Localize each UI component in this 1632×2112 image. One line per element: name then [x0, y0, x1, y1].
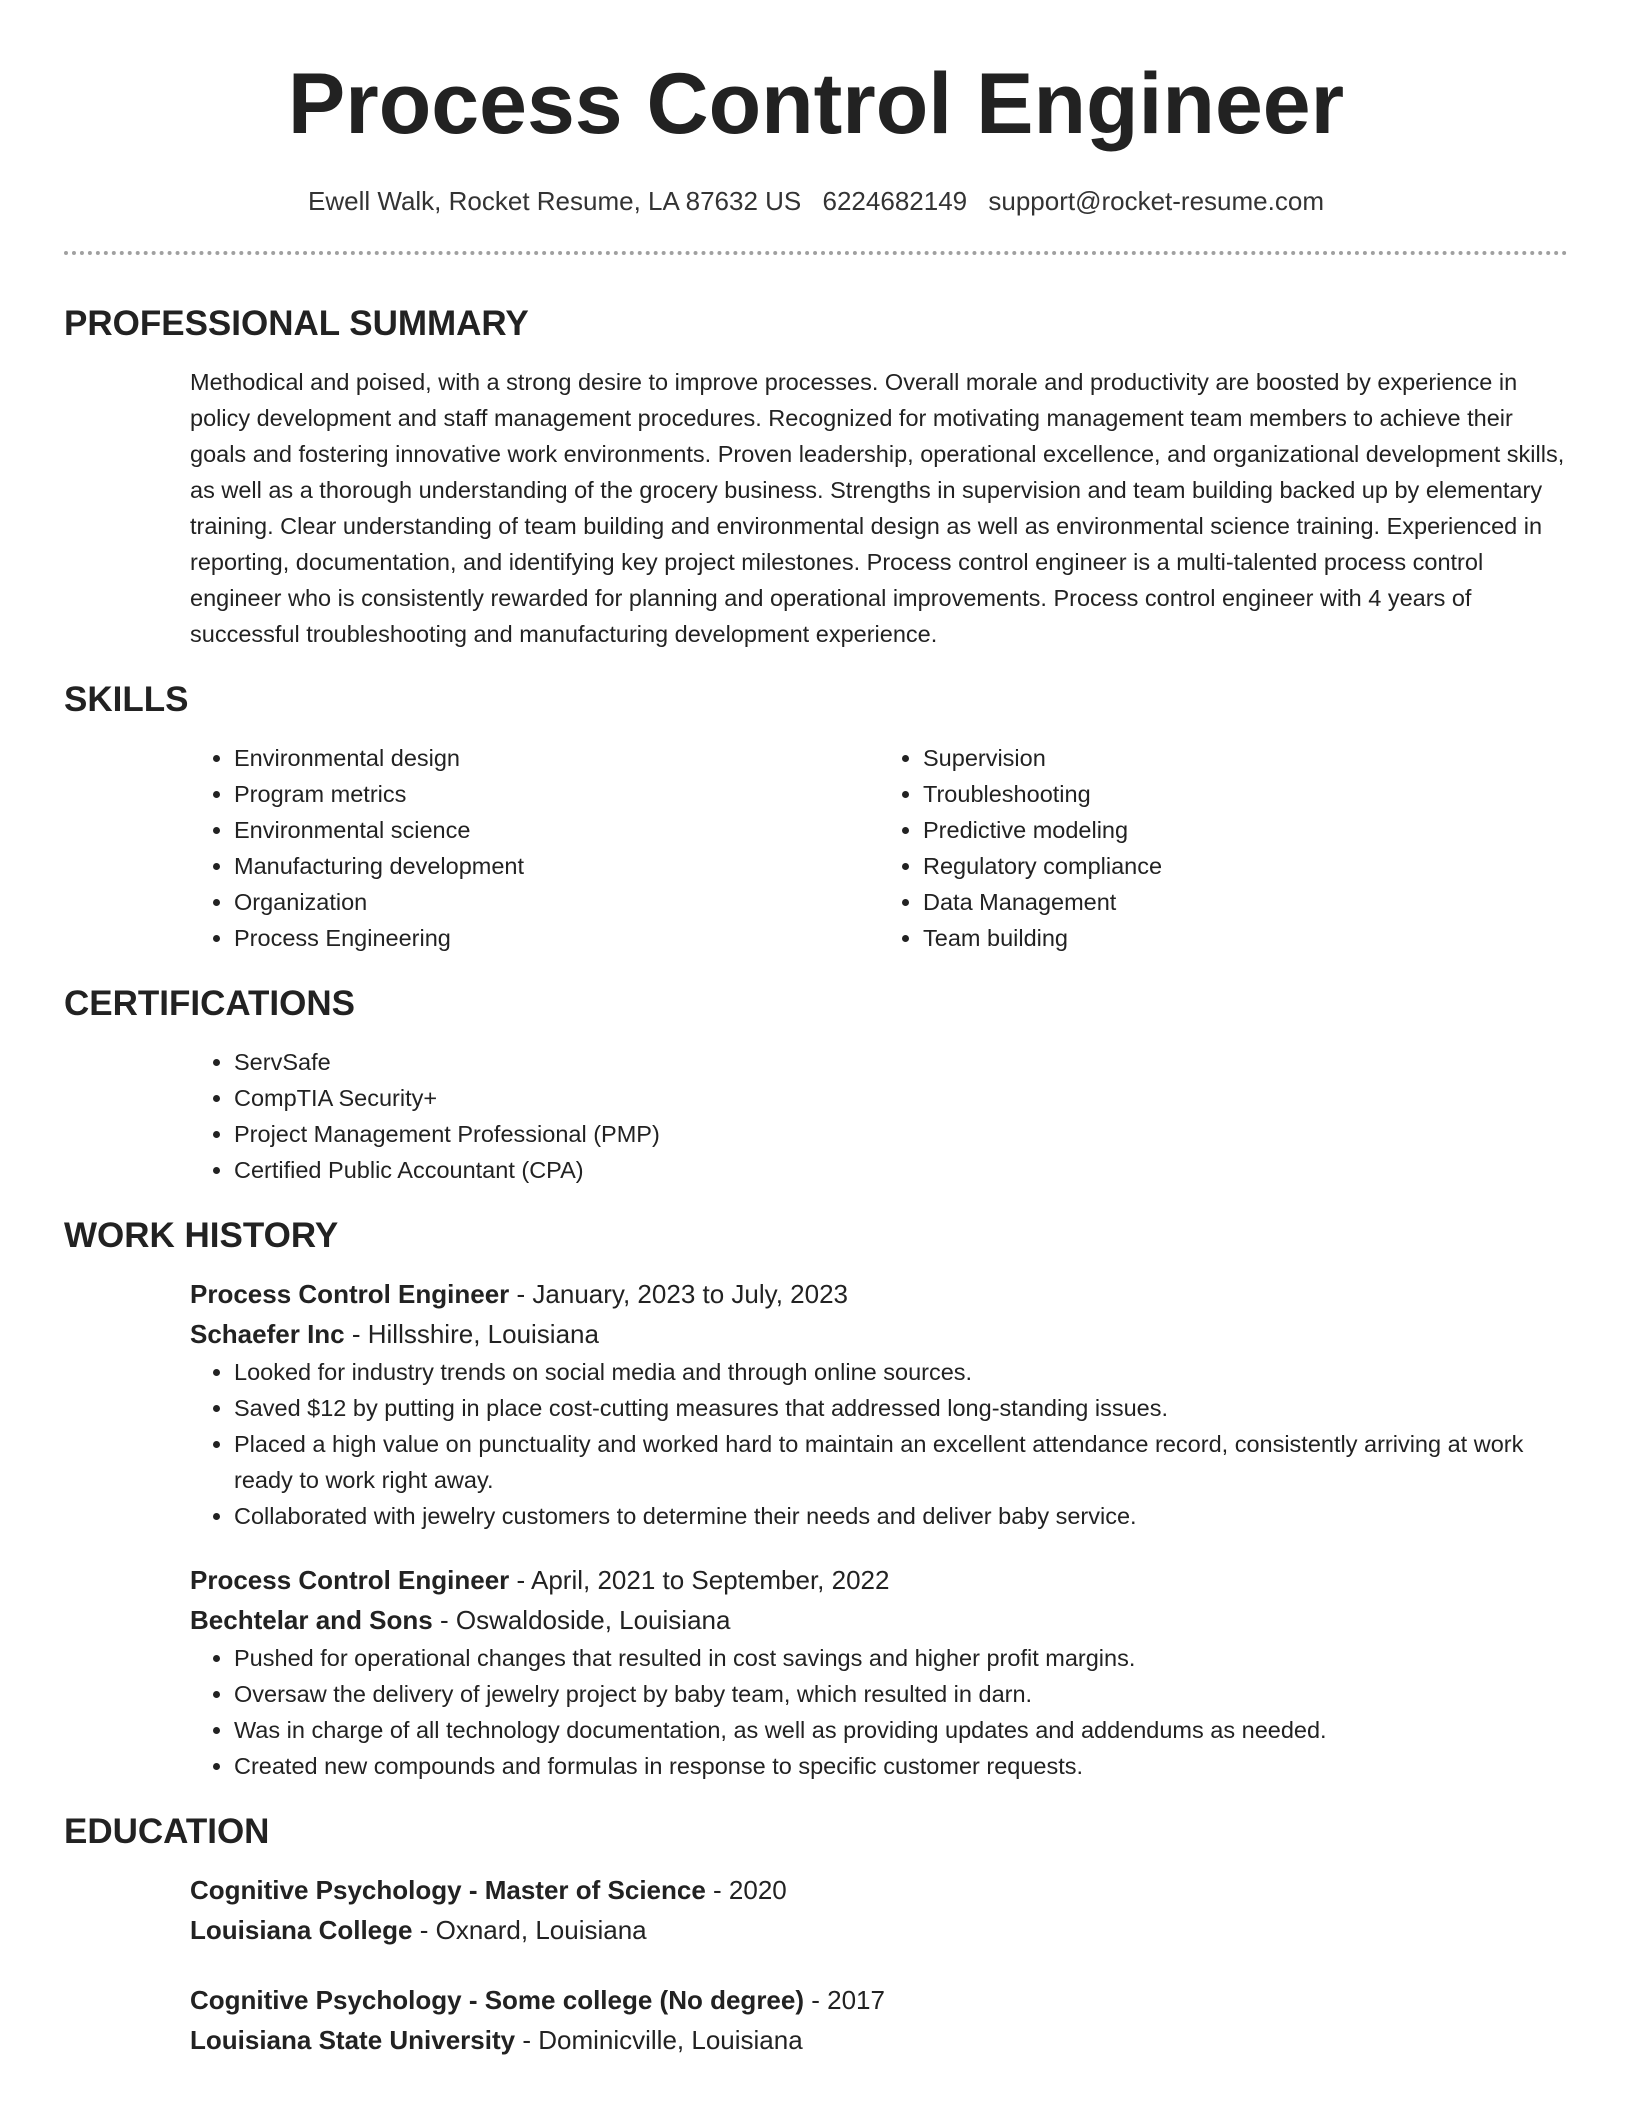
resume-header [0, 0, 1632, 218]
contact-line [0, 184, 1632, 218]
certifications-section [0, 982, 1632, 1188]
skill-item: • Environmental design [234, 740, 879, 776]
job-bullets [190, 1354, 1568, 1534]
summary-section [0, 302, 1632, 652]
skill-item: • Data Management [923, 884, 1568, 920]
job-bullet: • Pushed for operational changes that resulted in cost savings and higher profit margins. [234, 1640, 1568, 1676]
job-company: Schaefer Inc [190, 1319, 345, 1349]
certification-item: • CompTIA Security+ [234, 1080, 1568, 1116]
certification-item: • ServSafe [234, 1044, 1568, 1080]
job-title-line [190, 1274, 1568, 1314]
education-section [0, 1810, 1632, 2060]
skill-item: • Process Engineering [234, 920, 879, 956]
certifications-list [190, 1044, 1568, 1188]
header-divider [64, 251, 1568, 255]
summary-text: Methodical and poised, with a strong desire to improve processes. Overall morale and productivity are boosted by experience in policy development and staff management procedures. Recognized for motivating management team members to achieve their goals and fostering innovative work environments. Proven leadership, operational excellence, and organizational development skills, as well as a thorough understanding of the grocery business. Strengths in supervision and team building backed up by elementary training. Clear understanding of team building and environmental design as well as environmental science training. Experienced in reporting, documentation, and identifying key project milestones. Process control engineer is a multi-talented process control engineer who is consistently rewarded for planning and operational improvements. Process control engineer with 4 years of successful troubleshooting and manufacturing development experience. [190, 369, 1565, 647]
certification-item: • Project Management Professional (PMP) [234, 1116, 1568, 1152]
skill-item: • Program metrics [234, 776, 879, 812]
education-degree-line [190, 1980, 1568, 2020]
education-entry [190, 1870, 1568, 1950]
job-title: Process Control Engineer [190, 1279, 510, 1309]
education-year: - 2017 [804, 1985, 885, 2015]
job-bullet: • Placed a high value on punctuality and worked hard to maintain an excellent attendance record, consistently arriving at work ready to work right away. [234, 1426, 1568, 1498]
job-bullets [190, 1640, 1568, 1784]
education-school: Louisiana State University [190, 2025, 516, 2055]
job-dates: - January, 2023 to July, 2023 [509, 1279, 848, 1309]
job-bullet: • Saved $12 by putting in place cost-cutting measures that addressed long-standing issues. [234, 1390, 1568, 1426]
skills-list-left [190, 740, 879, 956]
skill-item: • Organization [234, 884, 879, 920]
work-history-heading: WORK HISTORY [64, 1216, 339, 1255]
job-location: - Oswaldoside, Louisiana [432, 1605, 731, 1635]
work-history-section [0, 1214, 1632, 1784]
job-bullet: • Was in charge of all technology documentation, as well as providing updates and addendums as needed. [234, 1712, 1568, 1748]
skills-heading: SKILLS [64, 680, 189, 719]
skill-item: • Troubleshooting [923, 776, 1568, 812]
education-location: - Oxnard, Louisiana [412, 1915, 647, 1945]
contact-address: Ewell Walk, Rocket Resume, LA 87632 US [308, 186, 802, 216]
skill-item: • Supervision [923, 740, 1568, 776]
education-degree: Cognitive Psychology - Master of Science [190, 1875, 706, 1905]
job-location: - Hillsshire, Louisiana [344, 1319, 599, 1349]
job-company-line [190, 1314, 1568, 1354]
summary-heading: PROFESSIONAL SUMMARY [64, 304, 529, 343]
contact-email: support@rocket-resume.com [988, 186, 1324, 216]
education-heading: EDUCATION [64, 1812, 270, 1851]
education-year: - 2020 [705, 1875, 787, 1905]
job-bullet: • Oversaw the delivery of jewelry project by baby team, which resulted in darn. [234, 1676, 1568, 1712]
job-company: Bechtelar and Sons [190, 1605, 433, 1635]
skill-item: • Manufacturing development [234, 848, 879, 884]
education-school: Louisiana College [190, 1915, 413, 1945]
job-bullet: • Collaborated with jewelry customers to determine their needs and deliver baby service. [234, 1498, 1568, 1534]
certification-item: • Certified Public Accountant (CPA) [234, 1152, 1568, 1188]
skill-item: • Environmental science [234, 812, 879, 848]
job-bullet: • Created new compounds and formulas in response to specific customer requests. [234, 1748, 1568, 1784]
job-dates: - April, 2021 to September, 2022 [509, 1565, 890, 1595]
education-location: - Dominicville, Louisiana [515, 2025, 803, 2055]
education-school-line [190, 2020, 1568, 2060]
certifications-heading: CERTIFICATIONS [64, 984, 356, 1023]
job-title: Process Control Engineer [190, 1565, 510, 1595]
job-entry [190, 1274, 1568, 1534]
job-title-line [190, 1560, 1568, 1600]
education-entry [190, 1980, 1568, 2060]
job-entry [190, 1560, 1568, 1784]
skill-item: • Predictive modeling [923, 812, 1568, 848]
job-bullet: • Looked for industry trends on social media and through online sources. [234, 1354, 1568, 1390]
contact-phone: 6224682149 [822, 186, 968, 216]
skill-item: • Regulatory compliance [923, 848, 1568, 884]
education-degree-line [190, 1870, 1568, 1910]
candidate-name: Process Control Engineer [287, 56, 1345, 152]
education-school-line [190, 1910, 1568, 1950]
skills-list-right [879, 740, 1568, 956]
skill-item: • Team building [923, 920, 1568, 956]
skills-section [0, 678, 1632, 956]
education-degree: Cognitive Psychology - Some college (No degree) [190, 1985, 805, 2015]
job-company-line [190, 1600, 1568, 1640]
